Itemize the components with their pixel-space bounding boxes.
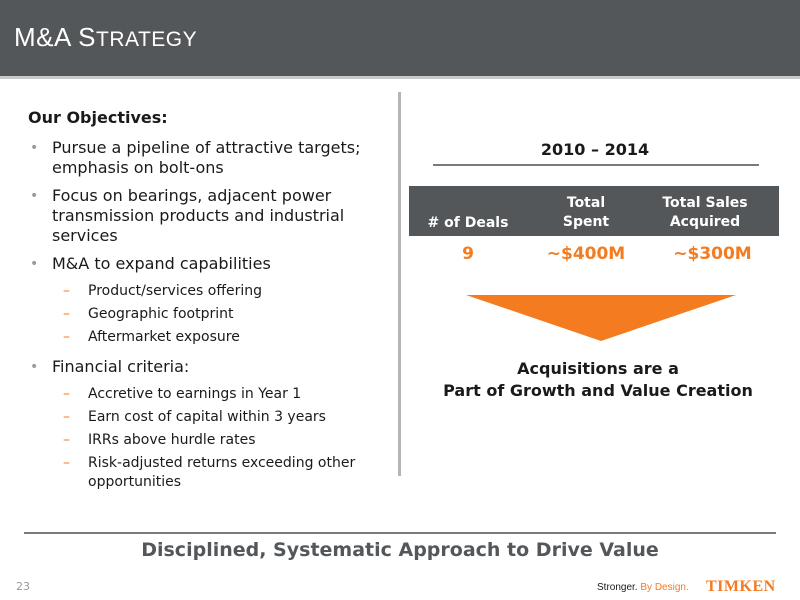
- header-sales-line-1: Total Sales: [662, 195, 748, 211]
- conclusion-line-1: Acquisitions are a: [517, 359, 679, 378]
- header-sales-line-2: Acquired: [669, 214, 741, 230]
- bullet-icon: •: [30, 359, 39, 375]
- header-spent-line-1: Total: [566, 195, 606, 211]
- sub-list: [28, 385, 388, 492]
- bullet-icon: •: [30, 188, 39, 204]
- footer-divider: [24, 532, 776, 534]
- slogan-part-2: By Design.: [637, 582, 689, 593]
- sub-item-text: Risk-adjusted returns exceeding other opportunities: [88, 455, 356, 490]
- period-label: 2010 – 2014: [540, 140, 650, 159]
- objective-item: [28, 254, 388, 274]
- dash-icon: –: [63, 283, 70, 299]
- sub-item: [28, 408, 388, 427]
- sub-item: [28, 385, 388, 404]
- objective-text: M&A to expand capabilities: [52, 254, 271, 273]
- objective-text: Pursue a pipeline of attractive targets; emphasis on bolt-ons: [52, 138, 361, 177]
- vertical-divider: [398, 92, 401, 476]
- objective-item: [28, 138, 388, 178]
- dash-icon: –: [63, 455, 70, 471]
- page-number: 23: [16, 580, 30, 593]
- period-underline: [433, 164, 759, 166]
- sub-item-text: Product/services offering: [88, 283, 262, 299]
- sales-value: ~$300M: [673, 244, 752, 264]
- objective-text: Financial criteria:: [52, 357, 190, 376]
- sub-item: [28, 454, 388, 492]
- footer-tagline: Disciplined, Systematic Approach to Drive Value: [141, 539, 659, 561]
- dash-icon: –: [63, 409, 70, 425]
- page-title: [14, 22, 197, 53]
- dash-icon: –: [63, 432, 70, 448]
- conclusion-text: [440, 358, 756, 402]
- objectives-section: [28, 108, 388, 496]
- timken-logo: TIMKEN: [706, 578, 776, 595]
- sub-item-text: IRRs above hurdle rates: [88, 432, 256, 448]
- sub-item: [28, 305, 388, 324]
- dash-icon: –: [63, 329, 70, 345]
- bullet-icon: •: [30, 256, 39, 272]
- header-deals-label: # of Deals: [427, 215, 509, 231]
- deals-value: 9: [462, 244, 474, 264]
- header-sales: [645, 194, 765, 232]
- bullet-icon: •: [30, 140, 39, 156]
- down-arrow-icon: [466, 295, 736, 341]
- title-bar: [0, 0, 800, 79]
- sub-item-text: Aftermarket exposure: [88, 329, 240, 345]
- objective-item: [28, 186, 388, 246]
- title-part-s: S: [78, 22, 96, 52]
- header-deals: [409, 214, 527, 233]
- header-spent-line-2: Spent: [562, 214, 610, 230]
- sub-item-text: Accretive to earnings in Year 1: [88, 386, 302, 402]
- brand-slogan: [597, 582, 689, 593]
- sub-item-text: Earn cost of capital within 3 years: [88, 409, 326, 425]
- spent-value: ~$400M: [546, 244, 626, 264]
- objective-item: [28, 357, 388, 377]
- sub-item: [28, 431, 388, 450]
- title-part-ma: M&A: [14, 22, 71, 52]
- conclusion-line-2: Part of Growth and Value Creation: [443, 381, 753, 400]
- sub-list: [28, 282, 388, 347]
- sub-item: [28, 282, 388, 301]
- objectives-heading: Our Objectives:: [28, 108, 168, 127]
- header-spent: [527, 194, 645, 232]
- dash-icon: –: [63, 386, 70, 402]
- slogan-part-1: Stronger.: [597, 582, 638, 593]
- objective-text: Focus on bearings, adjacent power transmission products and industrial services: [52, 186, 345, 245]
- dash-icon: –: [63, 306, 70, 322]
- title-part-rest: TRATEGY: [96, 28, 198, 51]
- sub-item: [28, 328, 388, 347]
- sub-item-text: Geographic footprint: [88, 306, 234, 322]
